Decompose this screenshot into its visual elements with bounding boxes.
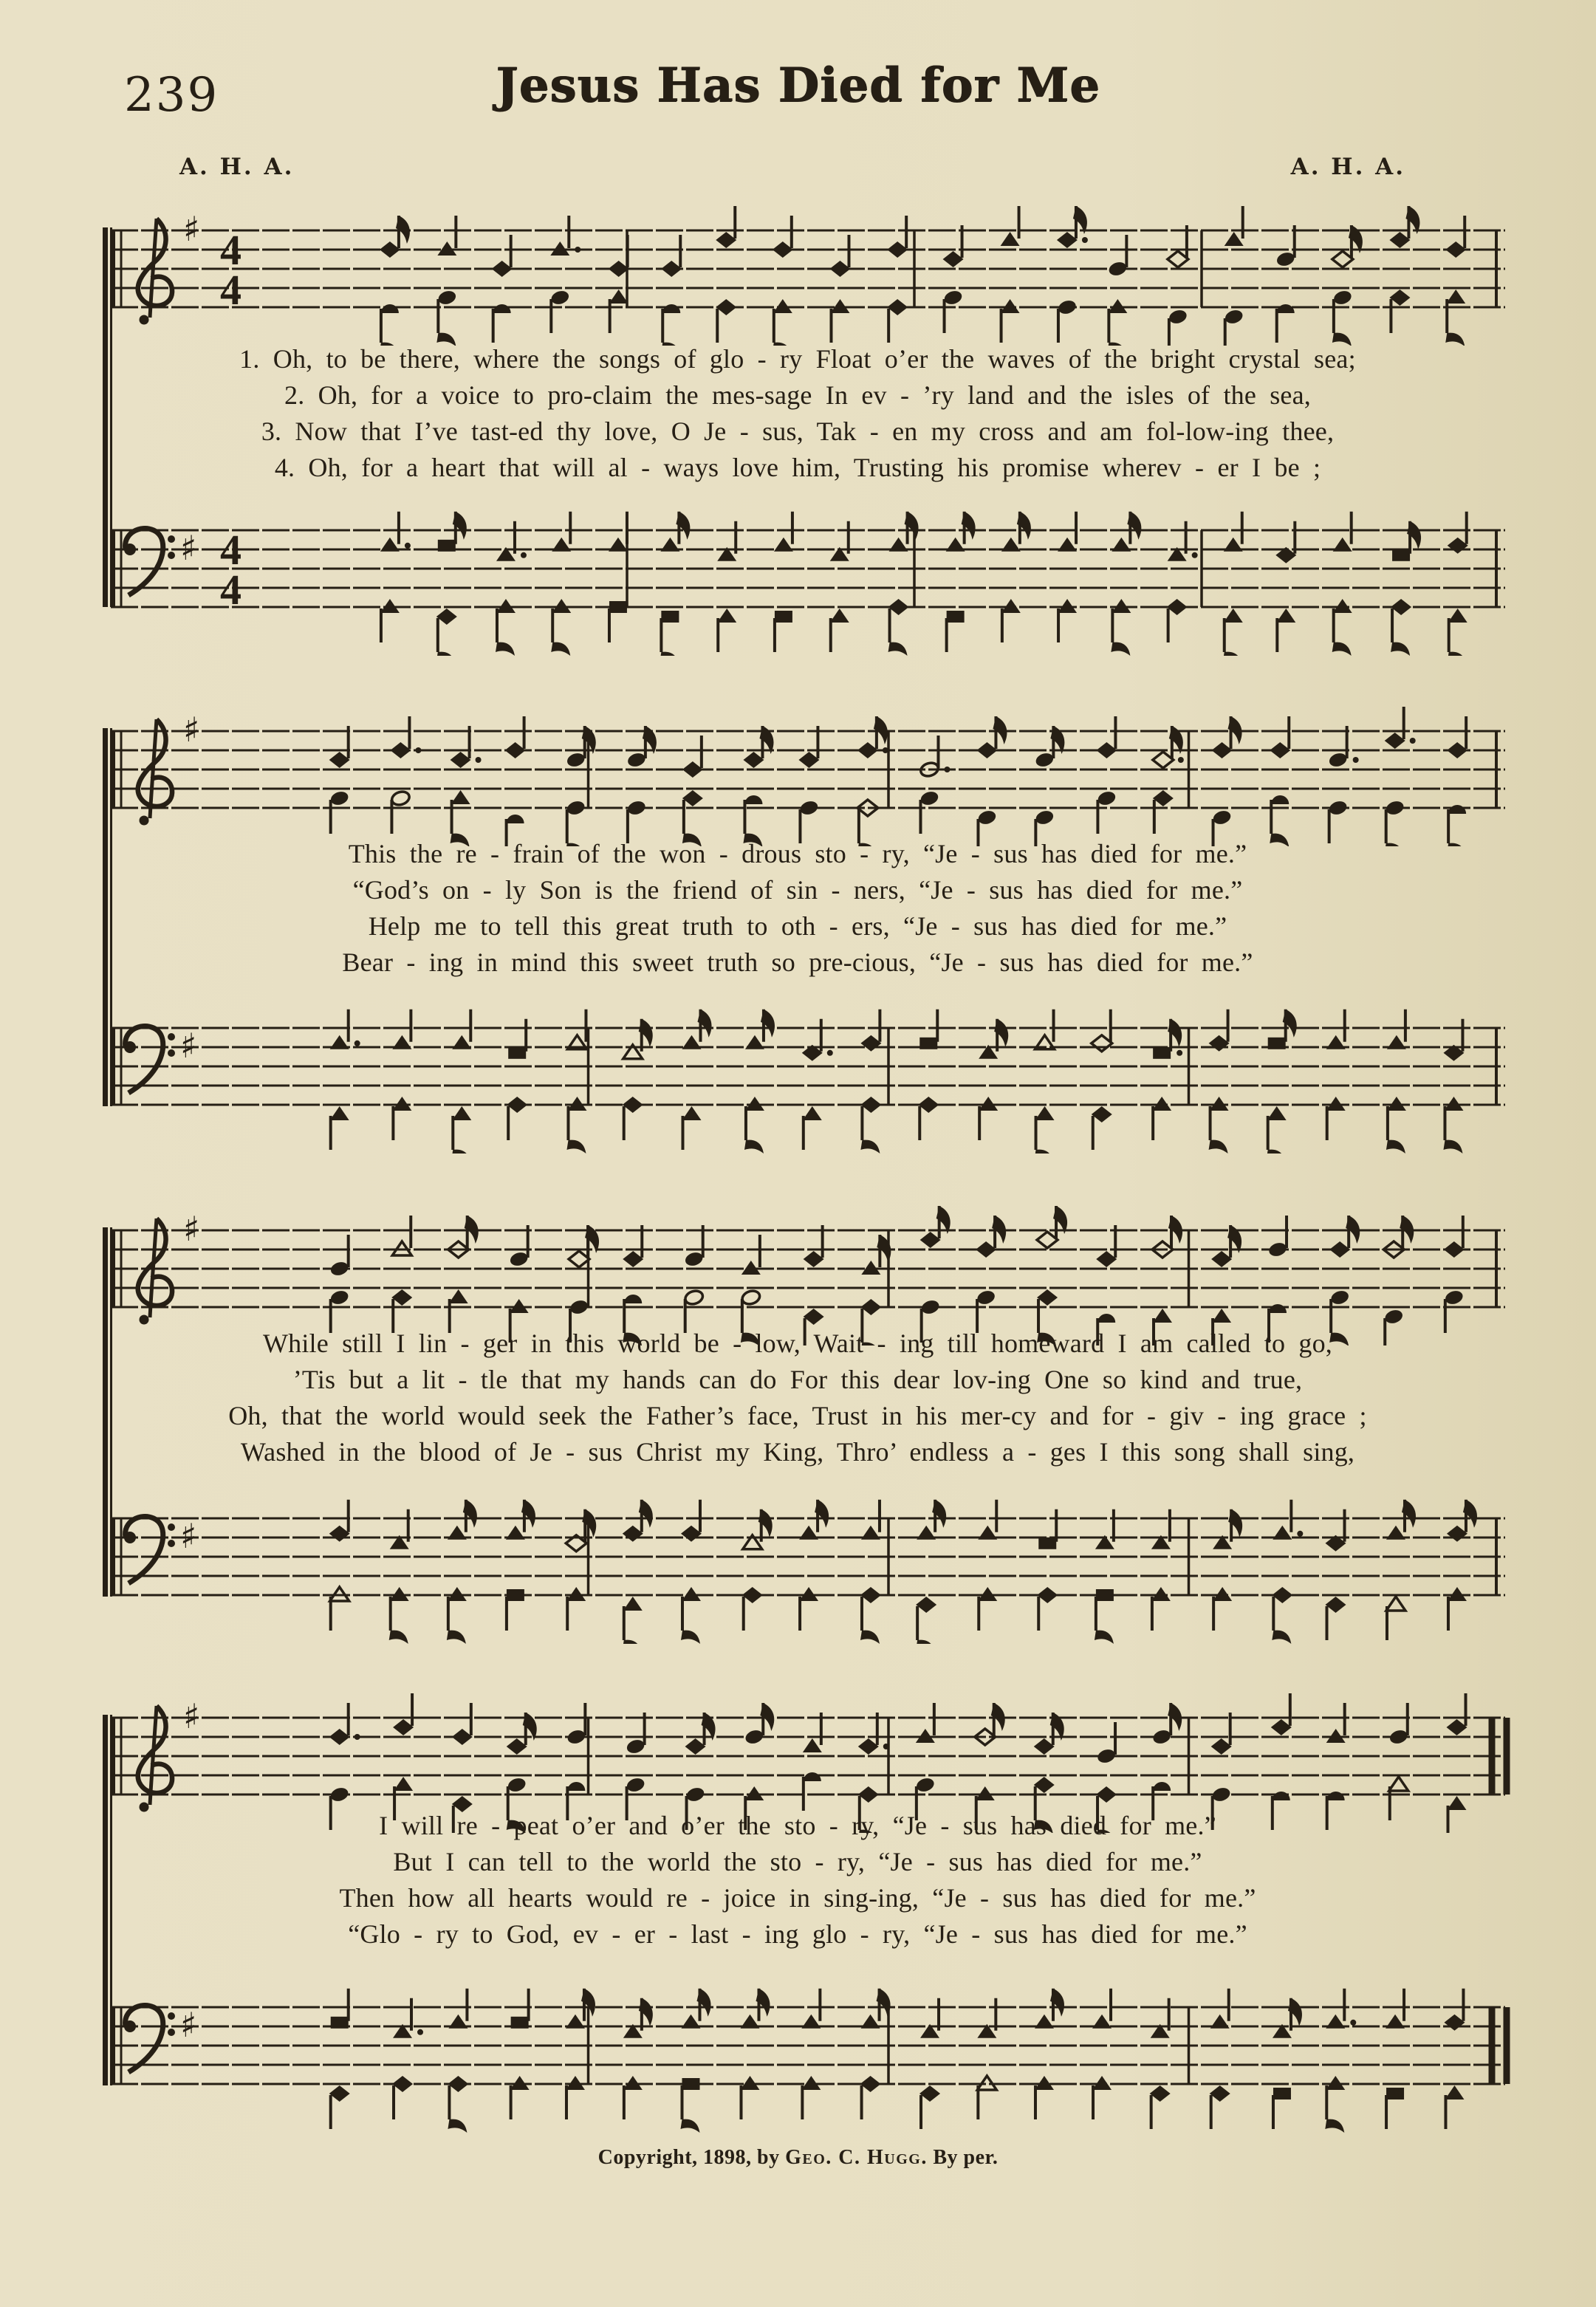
svg-text:♯: ♯: [183, 1696, 200, 1736]
lyric-line: Washed in the blood of Je - sus Christ my King, Thro’ endless a - ges I this song shall sing,: [240, 1437, 1355, 1467]
lyric-line: 1. Oh, to be there, where the songs of glo - ry Float o’er the waves of the bright crystal sea;: [239, 344, 1356, 374]
bass-staff-system-3: [103, 1489, 1514, 1644]
lyric-line: 3. Now that I’ve tast-ed thy love, O Je - sus, Tak - en my cross and am fol-low-ing thee,: [261, 417, 1335, 446]
lyric-line: Help me to tell this great truth to oth - ers, “Je - sus has died for me.”: [368, 911, 1227, 941]
svg-text:♯: ♯: [180, 1516, 197, 1556]
svg-text:4: 4: [220, 566, 242, 614]
copyright-pre: Copyright, 1898, by: [597, 2146, 786, 2169]
attribution-left: A. H. A.: [179, 154, 295, 180]
page-number: 239: [124, 68, 219, 123]
svg-text:4: 4: [220, 526, 242, 574]
svg-text:♯: ♯: [180, 2005, 197, 2045]
lyrics-section-2: [74, 836, 1521, 981]
lyric-line: Oh, that the world would seek the Father’s face, Trust in his mer-cy and for - giv - ing grace ;: [228, 1401, 1367, 1430]
copyright-line: [0, 2146, 1596, 2170]
lyric-line: 2. Oh, for a voice to pro-claim the mes-sage In ev - ’ry land and the isles of the sea,: [284, 380, 1311, 410]
treble-staff-system-2: [103, 699, 1514, 846]
bass-staff-system-1: [103, 501, 1514, 656]
lyric-line: While still I lin - ger in this world be - low, Wait - ing till homeward I am called to go,: [262, 1329, 1333, 1358]
svg-text:♯: ♯: [183, 1209, 200, 1249]
lyric-line: “God’s on - ly Son is the friend of sin - ners, “Je - sus has died for me.”: [352, 875, 1243, 905]
lyric-line: ’Tis but a lit - tle that my hands can do For this dear lov-ing One so kind and true,: [292, 1365, 1303, 1394]
treble-staff-system-1: [103, 198, 1514, 346]
copyright-post: By per.: [927, 2146, 999, 2169]
lyric-line: But I can tell to the world the sto - ry, “Je - sus has died for me.”: [393, 1847, 1202, 1876]
hymn-title: Jesus Has Died for Me: [496, 58, 1100, 113]
bass-staff-system-4: [103, 1978, 1514, 2133]
svg-text:♯: ♯: [183, 209, 200, 249]
lyrics-section-3: [74, 1326, 1521, 1470]
treble-staff-system-3: [103, 1198, 1514, 1346]
svg-text:4: 4: [220, 226, 242, 274]
copyright-name: Geo. C. Hugg.: [785, 2146, 928, 2169]
lyric-line: 4. Oh, for a heart that will al - ways love him, Trusting his promise wherev - er I be ;: [274, 453, 1321, 482]
lyric-line: “Glo - ry to God, ev - er - last - ing glo - ry, “Je - sus has died for me.”: [348, 1919, 1247, 1949]
lyric-line: Then how all hearts would re - joice in sing-ing, “Je - sus has died for me.”: [339, 1883, 1256, 1913]
lyrics-section-1: [74, 341, 1521, 486]
attribution-right: A. H. A.: [1290, 154, 1405, 180]
svg-text:♯: ♯: [180, 528, 197, 568]
bass-staff-system-2: [103, 998, 1514, 1154]
lyric-line: Bear - ing in mind this sweet truth so pre-cious, “Je - sus has died for me.”: [342, 947, 1253, 977]
svg-text:4: 4: [220, 266, 242, 314]
svg-text:♯: ♯: [183, 710, 200, 750]
lyric-line: I will re - peat o’er and o’er the sto - ry, “Je - sus has died for me.”: [379, 1811, 1216, 1840]
lyrics-section-4: [74, 1808, 1521, 1953]
lyric-line: This the re - frain of the won - drous sto - ry, “Je - sus has died for me.”: [348, 839, 1247, 868]
svg-text:♯: ♯: [180, 1026, 197, 1066]
